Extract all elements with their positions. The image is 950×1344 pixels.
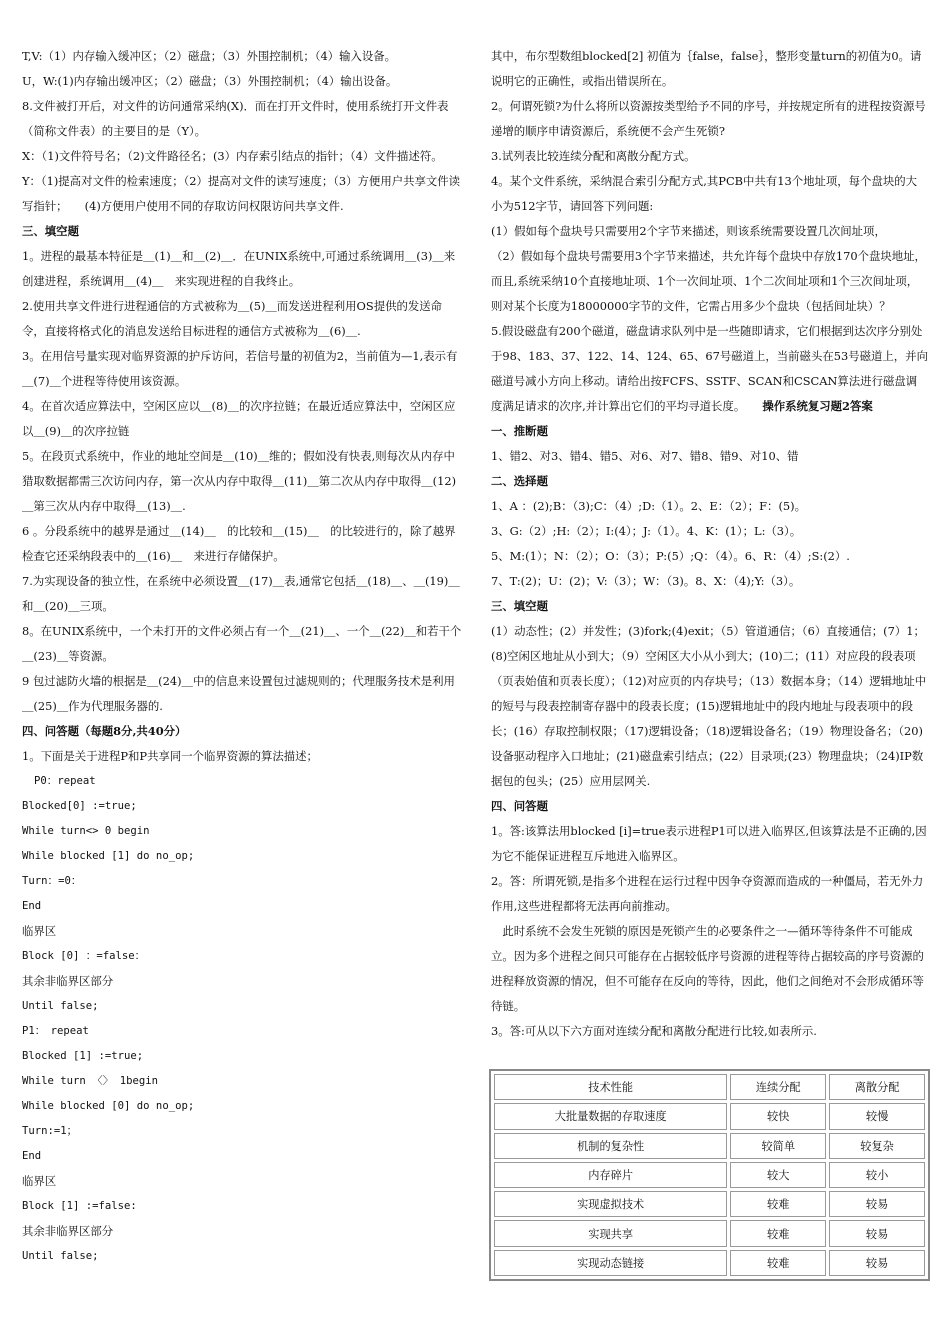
paragraph-text: While blocked [1] do no_op;	[22, 850, 195, 862]
table-cell: 内存碎片	[494, 1162, 727, 1188]
paragraph	[22, 969, 462, 994]
paragraph	[491, 619, 928, 794]
code-line	[22, 1044, 462, 1069]
table-header-row	[494, 1074, 925, 1100]
paragraph-text: 8。在UNIX系统中，一个未打开的文件必须占有一个＿(21)＿、一个＿(22)＿和若干个＿(23)＿等资源。	[22, 624, 462, 663]
paragraph-text: 四、问答题	[491, 799, 548, 813]
paragraph-text: 3。答:可从以下六方面对连续分配和离散分配进行比较,如表所示.	[491, 1024, 817, 1038]
table-cell: 实现虚拟技术	[494, 1191, 727, 1217]
table-header-cell: 连续分配	[730, 1074, 826, 1100]
paragraph-text: U，W:(1)内存输出缓冲区；（2）磁盘；（3）外围控制机；（4）输出设备。	[22, 74, 398, 88]
paragraph	[491, 569, 928, 594]
paragraph-text: 2.使用共享文件进行进程通信的方式被称为＿(5)＿而发送进程利用OS提供的发送命令，直接将格式化的消息发送给目标进程的通信方式被称为＿(6)＿.	[22, 299, 443, 338]
code-line	[22, 1019, 462, 1044]
table-row	[494, 1191, 925, 1217]
paragraph	[22, 1219, 462, 1244]
table-cell: 较难	[730, 1191, 826, 1217]
paragraph-text: 此时系统不会发生死锁的原因是死锁产生的必要条件之一—循环等待条件不可能成立。因为多个进程之间只可能存在占据较低序号资源的进程等待占据较高的序号资源的进程释放资源的情况，但不可能存在反向的等待，因此，他们之间绝对不会形成循环等待链。	[491, 924, 924, 1013]
table-cell: 实现共享	[494, 1220, 727, 1246]
paragraph	[491, 519, 928, 544]
paragraph	[22, 744, 462, 769]
paragraph-text: 一、推断题	[491, 424, 548, 438]
paragraph-text: End	[22, 900, 42, 912]
table-cell: 较复杂	[829, 1133, 925, 1159]
paragraph-text: 1、错2、对3、错4、错5、对6、对7、错8、错9、对10、错	[491, 449, 799, 463]
code-line	[22, 794, 462, 819]
paragraph	[22, 569, 462, 619]
table-row	[494, 1103, 925, 1129]
code-line	[22, 1119, 462, 1144]
paragraph	[22, 144, 462, 169]
paragraph-text: Turn：=0：	[22, 875, 82, 887]
paragraph-text: （2）假如每个盘块号需要用3个字节来描述，共允许每个盘块中存放170个盘块地址，而且,系统采纳10个直接地址项、1个一次间址项、1个二次间址项和1个三次间址项，则对某个长度为18000000字节的文件，它需占用多少个盘块（包括间址块）？	[491, 249, 926, 313]
code-line	[22, 819, 462, 844]
paragraph-text: 临界区	[22, 924, 57, 938]
paragraph	[491, 94, 928, 144]
code-line	[22, 894, 462, 919]
section-heading	[491, 594, 928, 619]
section-heading	[491, 419, 928, 444]
paragraph	[22, 669, 462, 719]
paragraph	[22, 919, 462, 944]
paragraph-text: 3.试列表比较连续分配和离散分配方式。	[491, 149, 696, 163]
paragraph-text: 三、填空题	[491, 599, 548, 613]
table-row	[494, 1162, 925, 1188]
table-cell: 较易	[829, 1220, 925, 1246]
paragraph-text: Blocked[0] :=true;	[22, 800, 137, 812]
paragraph-text: 临界区	[22, 1174, 57, 1188]
paragraph-text: P1： repeat	[22, 1025, 89, 1037]
answer-section-title: 操作系统复习题2答案	[762, 399, 873, 413]
paragraph	[22, 1169, 462, 1194]
paragraph-text: 1。进程的最基本特征是＿(1)＿和＿(2)＿．在UNIX系统中,可通过系统调用＿(3)＿来创建进程，系统调用＿(4)＿ 来实现进程的自我终止。	[22, 249, 456, 288]
section-heading	[22, 219, 462, 244]
paragraph	[491, 144, 928, 169]
code-line	[22, 1194, 462, 1219]
paragraph-text: While turn<> 0 begin	[22, 825, 150, 837]
code-line	[22, 1144, 462, 1169]
paragraph-text: 1。下面是关于进程P和P共享同一个临界资源的算法描述；	[22, 749, 318, 763]
table-cell: 较慢	[829, 1103, 925, 1129]
paragraph-text: (1）动态性；(2）并发性；(3)fork;(4)exit；（5）管道通信；（6）直接通信；(7）1；(8)空闲区地址从小到大；（9）空闲区大小从小到大；(10)二；(11）对应段的段表项（页表始值和页表长度）；（12)对应页的内存块号；（13）数据本身；（14）逻辑地址中的短号与段表控制寄存器中的段表长度；(15)逻辑地址中的段内地址与段表项中的段长；(16）存取控制权限；（17)逻辑设备；（18)逻辑设备名；（19）物理设备名；（20)设备驱动程序入口地址；(21)磁盘索引结点；(22）目录项;(23）物理盘块；（24)IP数据包的包头；(25）应用层网关.	[491, 624, 927, 788]
code-line	[22, 994, 462, 1019]
section-heading	[491, 794, 928, 819]
paragraph-text: 其中，布尔型数组blocked[2] 初值为｛false，false｝，整形变量turn的初值为0。请说明它的正确性，或指出错误所在。	[491, 49, 922, 88]
comparison-table	[489, 1069, 930, 1281]
paragraph-text: 其余非临界区部分	[22, 974, 114, 988]
table-row	[494, 1133, 925, 1159]
paragraph	[491, 494, 928, 519]
paragraph-text: 4。某个文件系统，采纳混合索引分配方式,其PCB中共有13个地址项，每个盘块的大小为512字节，请回答下列问题:	[491, 174, 918, 213]
code-line	[22, 1069, 462, 1094]
paragraph	[22, 69, 462, 94]
paragraph	[22, 244, 462, 294]
table-cell: 较大	[730, 1162, 826, 1188]
paragraph	[491, 169, 928, 219]
paragraph	[22, 44, 462, 69]
paragraph-text: 7、T:(2)；U：(2)；V:（3）；W：（3)。8、X：（4);Y:（3）。	[491, 574, 801, 588]
paragraph	[491, 44, 928, 94]
table-cell: 较快	[730, 1103, 826, 1129]
paragraph-text: 3。在用信号量实现对临界资源的护斥访问，若信号量的初值为2，当前值为—1,表示有＿(7)＿个进程等待使用该资源。	[22, 349, 458, 388]
paragraph	[491, 444, 928, 469]
paragraph-text: End	[22, 1150, 42, 1162]
paragraph-text: 4。在首次适应算法中，空闲区应以＿(8)＿的次序拉链；在最近适应算法中，空闲区应以＿(9)＿的次序拉链	[22, 399, 456, 438]
table-cell: 较难	[730, 1220, 826, 1246]
paragraph	[491, 219, 928, 244]
paragraph-text: (1）假如每个盘块号只需要用2个字节来描述，则该系统需要设置几次间址项，	[491, 224, 886, 238]
paragraph	[491, 819, 928, 869]
paragraph-text: 3、G:（2）;H:（2）；I:(4）；J:（1）。4、K：(1）；L:（3）。	[491, 524, 802, 538]
paragraph-text: X：（1)文件符号名；（2)文件路径名；(3）内存索引结点的指针；（4）文件描述符。	[22, 149, 443, 163]
paragraph-text: 9 包过滤防火墙的根据是＿(24)＿中的信息来设置包过滤规则的；代理服务技术是利用＿(25)＿作为代理服务器的.	[22, 674, 455, 713]
paragraph	[491, 319, 928, 419]
table-cell: 机制的复杂性	[494, 1133, 727, 1159]
paragraph-text: 三、填空题	[22, 224, 79, 238]
paragraph-text: Y：（1)提高对文件的检索速度；（2）提高对文件的读写速度；（3）方便用户共享文件读写指针； (4)方便用户使用不同的存取访问权限访问共享文件.	[22, 174, 461, 213]
paragraph	[491, 919, 928, 1019]
code-line	[22, 944, 462, 969]
paragraph-text: P0：repeat	[34, 775, 96, 787]
paragraph-text: Block [0] ：=false：	[22, 950, 146, 962]
paragraph-text: 二、选择题	[491, 474, 548, 488]
paragraph-text: 8.文件被打开后，对文件的访问通常采纳(X)．而在打开文件时，使用系统打开文件表（简称文件表）的主要目的是（Y）。	[22, 99, 449, 138]
paragraph	[491, 244, 928, 319]
paragraph-text: 5。在段页式系统中，作业的地址空间是＿(10)＿维的；假如没有快表,则每次从内存中猎取数据都需三次访问内存，第一次从内存中取得＿(11)＿第二次从内存中取得＿(12)＿第三次从内存中取得＿(13)＿.	[22, 449, 457, 513]
paragraph-text: Until false;	[22, 1250, 99, 1262]
paragraph-text: 2。何谓死锁?为什么将所以资源按类型给予不同的序号，并按规定所有的进程按资源号递增的顺序申请资源后，系统便不会产生死锁?	[491, 99, 926, 138]
table-cell: 较难	[730, 1250, 826, 1276]
paragraph-text: 1、A ：(2);B：（3);C：（4）;D:（1）。2、E：（2）；F：(5)。	[491, 499, 806, 513]
paragraph-text: Until false;	[22, 1000, 99, 1012]
paragraph-text: 2。答：所谓死锁,是指多个进程在运行过程中因争夺资源而造成的一种僵局，若无外力作用,这些进程都将无法再向前推动。	[491, 874, 924, 913]
paragraph-text: Turn:=1；	[22, 1125, 78, 1137]
paragraph-text: While turn 〈〉 1begin	[22, 1075, 158, 1087]
paragraph	[491, 1019, 928, 1044]
left-column	[22, 44, 462, 1269]
right-column	[491, 44, 928, 1044]
table-row	[494, 1250, 925, 1276]
code-line	[22, 844, 462, 869]
paragraph	[491, 544, 928, 569]
paragraph	[22, 94, 462, 144]
paragraph-text: Blocked [1] :=true;	[22, 1050, 144, 1062]
code-line	[22, 769, 462, 794]
paragraph-text: 6 。分段系统中的越界是通过＿(14)＿ 的比较和＿(15)＿ 的比较进行的，除了越界检查它还采纳段表中的＿(16)＿ 来进行存储保护。	[22, 524, 456, 563]
paragraph-text: 其余非临界区部分	[22, 1224, 114, 1238]
paragraph	[22, 294, 462, 344]
table-cell: 大批量数据的存取速度	[494, 1103, 727, 1129]
table-header-cell: 离散分配	[829, 1074, 925, 1100]
table-cell: 较易	[829, 1250, 925, 1276]
section-heading	[491, 469, 928, 494]
paragraph-text: 5.假设磁盘有200个磁道，磁盘请求队列中是一些随即请求，它们根据到达次序分别处于98、183、37、122、14、124、65、67号磁道上，当前磁头在53号磁道上，并向磁道号减小方向上移动。请给出按FCFS、SSTF、SCAN和CSCAN算法进行磁盘调度满足请求的次序,并计算出它们的平均寻道长度。	[491, 324, 928, 413]
paragraph	[22, 519, 462, 569]
paragraph	[22, 394, 462, 444]
table-header-cell: 技术性能	[494, 1074, 727, 1100]
paragraph-text: 1。答:该算法用blocked [i]=true表示进程P1可以进入临界区,但该算法是不正确的,因为它不能保证进程互斥地进入临界区。	[491, 824, 927, 863]
table-cell: 实现动态链接	[494, 1250, 727, 1276]
paragraph	[22, 444, 462, 519]
paragraph	[22, 169, 462, 219]
paragraph-text: 5、M:(1）；N：（2）；O：（3）；P:(5）;Q：（4）。6、R：（4）;S:(2）.	[491, 549, 850, 563]
paragraph	[491, 869, 928, 919]
table-cell: 较易	[829, 1191, 925, 1217]
table-cell: 较小	[829, 1162, 925, 1188]
table-row	[494, 1220, 925, 1246]
paragraph-text: T,V:（1）内存输入缓冲区；（2）磁盘；（3）外围控制机；（4）输入设备。	[22, 49, 397, 63]
table-cell: 较简单	[730, 1133, 826, 1159]
paragraph-text: While blocked [0] do no_op;	[22, 1100, 195, 1112]
paragraph	[22, 619, 462, 669]
section-heading	[22, 719, 462, 744]
paragraph-text: 四、问答题（每题8分,共40分）	[22, 724, 187, 738]
paragraph-text: Block [1] :=false:	[22, 1200, 137, 1212]
code-line	[22, 869, 462, 894]
paragraph-text: 7.为实现设备的独立性，在系统中必须设置＿(17)＿表,通常它包括＿(18)＿、＿(19)＿和＿(20)＿三项。	[22, 574, 460, 613]
paragraph	[22, 344, 462, 394]
code-line	[22, 1094, 462, 1119]
code-line	[22, 1244, 462, 1269]
